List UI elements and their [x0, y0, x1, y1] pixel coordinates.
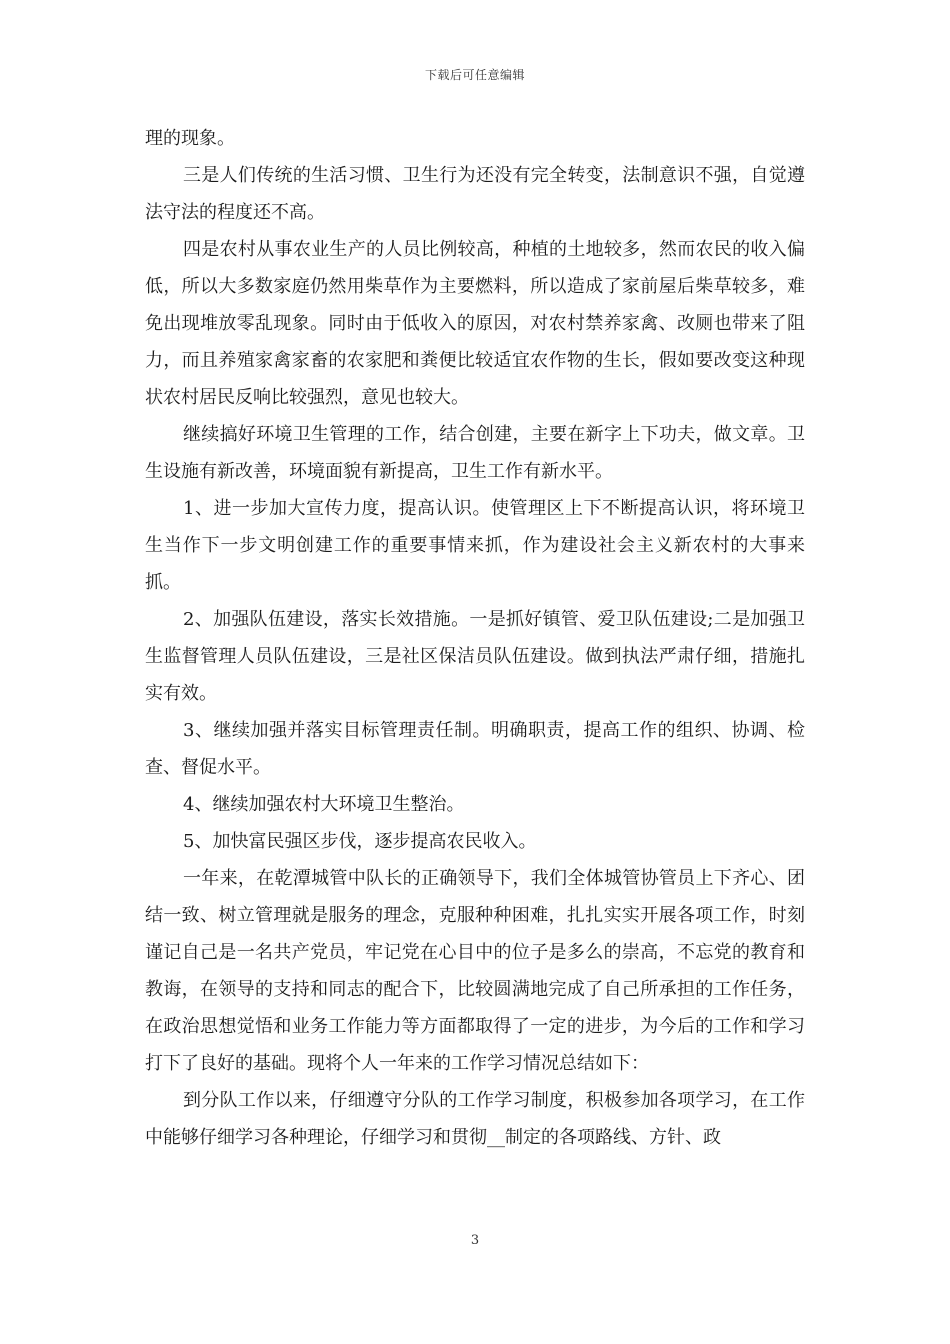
list-item: 2、加强队伍建设，落实长效措施。一是抓好镇管、爱卫队伍建设;二是加强卫生监督管理人员队伍建设，三是社区保洁员队伍建设。做到执法严肃仔细，措施扎实有效。 [145, 609, 805, 704]
document-body [145, 120, 805, 1156]
paragraph: 一年来，在乾潭城管中队长的正确领导下，我们全体城管协管员上下齐心、团结一致、树立管理就是服务的理念，克服种种困难，扎扎实实开展各项工作，时刻谨记自己是一名共产党员，牢记党在心目中的位子是多么的崇高，不忘党的教育和教诲，在领导的支持和同志的配合下，比较圆满地完成了自己所承担的工作任务，在政治思想觉悟和业务工作能力等方面都取得了一定的进步，为今后的工作和学习打下了良好的基础。现将个人一年来的工作学习情况总结如下： [145, 868, 805, 1074]
page-number: 3 [470, 1233, 480, 1248]
paragraph: 三是人们传统的生活习惯、卫生行为还没有完全转变，法制意识不强，自觉遵法守法的程度还不高。 [145, 165, 805, 223]
paragraph: 继续搞好环境卫生管理的工作，结合创建，主要在新字上下功夫，做文章。卫生设施有新改善，环境面貌有新提高，卫生工作有新水平。 [145, 424, 805, 482]
list-item: 5、加快富民强区步伐，逐步提高农民收入。 [183, 831, 537, 852]
page-header: 下载后可任意编辑 [424, 68, 525, 82]
paragraph: 到分队工作以来，仔细遵守分队的工作学习制度，积极参加各项学习，在工作中能够仔细学习各种理论，仔细学习和贯彻__制定的各项路线、方针、政 [145, 1090, 805, 1148]
paragraph: 理的现象。 [145, 128, 235, 149]
list-item: 3、继续加强并落实目标管理责任制。明确职责，提高工作的组织、协调、检查、督促水平。 [145, 720, 805, 778]
paragraph: 四是农村从事农业生产的人员比例较高，种植的土地较多，然而农民的收入偏低，所以大多数家庭仍然用柴草作为主要燃料，所以造成了家前屋后柴草较多，难免出现堆放零乱现象。同时由于低收入的原因，对农村禁养家禽、改厕也带来了阻力，而且养殖家禽家畜的农家肥和粪便比较适宜农作物的生长，假如要改变这种现状农村居民反响比较强烈，意见也较大。 [145, 239, 805, 408]
list-item: 1、进一步加大宣传力度，提高认识。使管理区上下不断提高认识，将环境卫生当作下一步文明创建工作的重要事情来抓，作为建设社会主义新农村的大事来抓。 [145, 498, 805, 593]
list-item: 4、继续加强农村大环境卫生整治。 [183, 794, 465, 815]
